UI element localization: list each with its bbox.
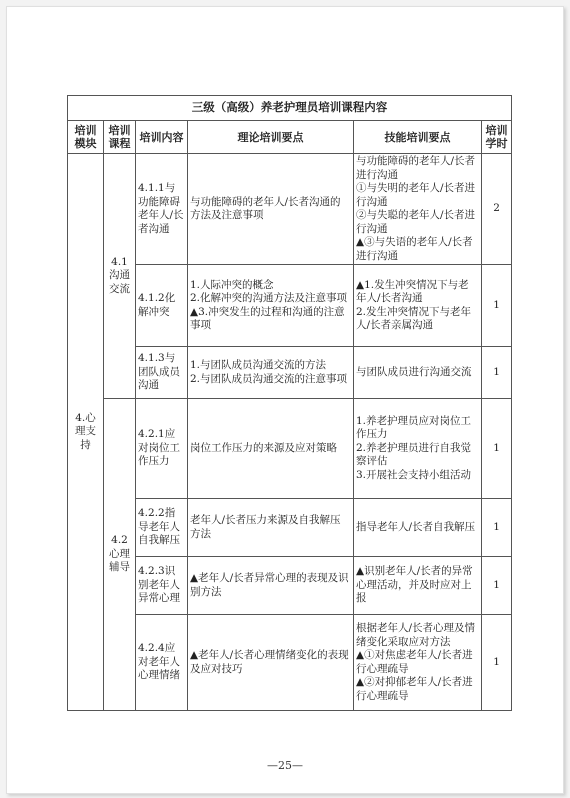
header-content: 培训内容	[136, 121, 188, 154]
header-row	[68, 121, 512, 154]
content-cell: 4.1.2化解冲突	[136, 265, 188, 347]
skill-cell: 根据老年人/长者心理及情绪变化采取应对方法 ▲①对焦虑老年人/长者进行心理疏导 ▲②对抑郁老年人/长者进行心理疏导	[354, 615, 482, 711]
skill-cell: 1.养老护理员应对岗位工 作压力 2.养老护理员进行自我觉察评估 3.开展社会支持小组活动	[354, 399, 482, 499]
table-row	[68, 154, 512, 265]
header-course: 培训课程	[104, 121, 136, 154]
header-hours: 培训学时	[482, 121, 512, 154]
hours-cell: 1	[482, 347, 512, 399]
content-cell: 4.1.3与团队成员沟通	[136, 347, 188, 399]
header-skill: 技能培训要点	[354, 121, 482, 154]
hours-cell: 2	[482, 154, 512, 265]
training-course-table	[67, 95, 512, 711]
theory-cell: ▲老年人/长者心理情绪变化的表现及应对技巧	[188, 615, 354, 711]
skill-cell: 与功能障碍的老年人/长者进行沟通 ①与失明的老年人/长者进行沟通 ②与失聪的老年人/长者进行沟通 ▲③与失语的老年人/长者进行沟通	[354, 154, 482, 265]
header-theory: 理论培训要点	[188, 121, 354, 154]
skill-cell: 与团队成员进行沟通交流	[354, 347, 482, 399]
hours-cell: 1	[482, 265, 512, 347]
page-number: —25—	[267, 759, 303, 772]
hours-cell: 1	[482, 499, 512, 557]
hours-cell: 1	[482, 615, 512, 711]
theory-cell: 1.人际冲突的概念 2.化解冲突的沟通方法及注意事项 ▲3.冲突发生的过程和沟通的注意事项	[188, 265, 354, 347]
theory-cell: 与功能障碍的老年人/长者沟通的方法及注意事项	[188, 154, 354, 265]
course-cell: 4.1沟通交流	[104, 154, 136, 399]
content-cell: 4.2.2指导老年人自我解压	[136, 499, 188, 557]
skill-cell: ▲1.发生冲突情况下与老年人/长者沟通 2.发生冲突情况下与老年人/长者亲属沟通	[354, 265, 482, 347]
content-cell: 4.2.1应对岗位工作压力	[136, 399, 188, 499]
hours-cell: 1	[482, 399, 512, 499]
theory-cell: 老年人/长者压力来源及自我解压方法	[188, 499, 354, 557]
document-page	[6, 6, 564, 794]
course-cell: 4.2心理辅导	[104, 399, 136, 711]
theory-cell: ▲老年人/长者异常心理的表现及识别方法	[188, 557, 354, 615]
table-title: 三级（高级）养老护理员培训课程内容	[68, 96, 512, 121]
table-row	[68, 399, 512, 499]
theory-cell: 岗位工作压力的来源及应对策略	[188, 399, 354, 499]
skill-cell: ▲识别老年人/长者的异常心理活动，并及时应对上报	[354, 557, 482, 615]
hours-cell: 1	[482, 557, 512, 615]
content-cell: 4.2.4应对老年人心理情绪	[136, 615, 188, 711]
content-cell: 4.2.3识别老年人异常心理	[136, 557, 188, 615]
module-cell: 4.心理支持	[68, 154, 104, 711]
header-module: 培训模块	[68, 121, 104, 154]
content-cell: 4.1.1与功能障碍老年人/长者沟通	[136, 154, 188, 265]
theory-cell: 1.与团队成员沟通交流的方法 2.与团队成员沟通交流的注意事项	[188, 347, 354, 399]
skill-cell: 指导老年人/长者自我解压	[354, 499, 482, 557]
